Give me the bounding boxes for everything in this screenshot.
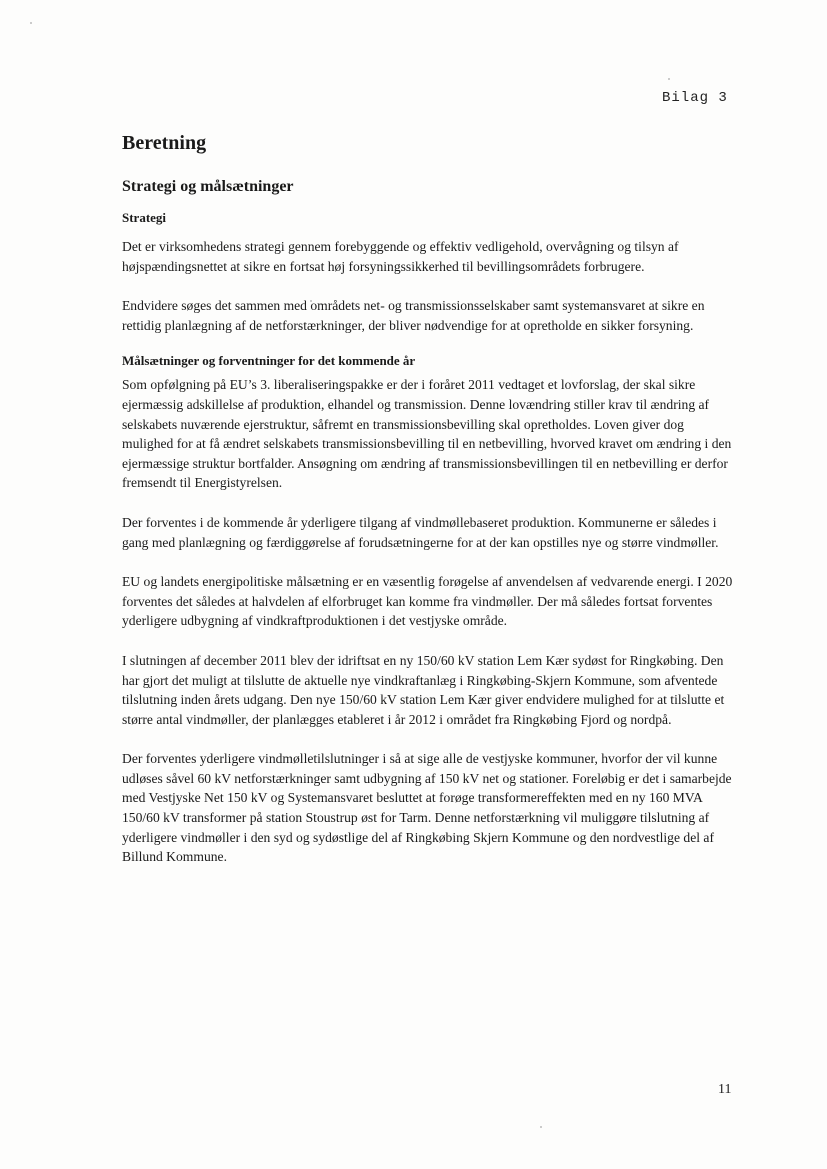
goals-paragraph: EU og landets energipolitiske målsætning er en væsentlig forøgelse af anvendelsen af vedvarende energi. I 2020 forventes det således at halvdelen af elforbruget kan komme fra vindmøller. Der må således fortsat forventes yderligere udbygning af vindkraftproduktionen i det vestjyske område. [122,574,733,629]
scan-speck [30,22,32,24]
document-body [122,130,734,887]
goals-paragraph: Der forventes yderligere vindmølletilslutninger i så at sige alle de vestjyske kommuner, hvorfor der vil kunne udløses såvel 60 kV netforstærkninger samt udbygning af 150 kV net og stationer. Foreløbig er det i samarbejde med Vestjyske Net 150 kV og Systemansvaret besluttet at forøge transformereffekten med en ny 160 MVA 150/60 kV transformer på station Stoustrup øst for Tarm. Denne netforstærkning vil muliggøre tilslutning af yderligere vindmøller i den syd og sydøstlige del af Ringkøbing Skjern Kommune og den nordvestlige del af Billund Kommune. [122,751,732,865]
scan-speck [668,78,670,80]
strategy-heading: Strategi [122,210,167,225]
page-title: Beretning [122,132,207,154]
page-number: 11 [718,1082,732,1097]
strategy-paragraph: Endvidere søges det sammen med områdets net- og transmissionsselskaber samt systemansvaret at sikre en rettidig planlægning af de netforstærkninger, der bliver nødvendige for at opretholde en sikker forsyning. [122,298,705,333]
goals-heading: Målsætninger og forventninger for det kommende år [122,353,416,369]
strategy-paragraph: Det er virksomhedens strategi gennem forebyggende og effektiv vedligehold, overvågning og tilsyn af højspændingsnettet at sikre en fortsat høj forsyningssikkerhed til bevillingsområdets forbrugere. [122,239,679,274]
section-heading: Strategi og målsætninger [122,178,294,195]
goals-paragraph: I slutningen af december 2011 blev der idriftsat en ny 150/60 kV station Lem Kær sydøst for Ringkøbing. Den har gjort det muligt at tilslutte de aktuelle nye vindkraftanlæg i Ringkøbing-Skjern Kommune, som afventede tilslutning inden årets udgang. Den nye 150/60 kV station Lem Kær giver endvidere mulighed for at tilslutte et større antal vindmøller, der planlægges etableret i år 2012 i området fra Ringkøbing Fjord og nordpå. [122,652,725,727]
goals-paragraph: Som opfølgning på EU’s 3. liberaliseringspakke er der i foråret 2011 vedtaget et lovforslag, der skal sikre ejermæssig adskillelse af produktion, elhandel og transmission. Denne lovændring stiller krav til ændring af selskabets nuværende ejerstruktur, såfremt en transmissionsbevilling skal opretholdes. Loven giver dog mulighed for at få ændret selskabets transmissionsbevilling til en netbevilling, hvorved kravet om ændring i den ejermæssige struktur bortfalder. Ansøgning om ændring af transmissionsbevillingen til en netbevilling er derfor fremsendt til Energistyrelsen. [122,377,732,491]
goals-paragraph: Der forventes i de kommende år yderligere tilgang af vindmøllebaseret produktion. Kommunerne er således i gang med planlægning og færdiggørelse af forudsætningerne for at der kan opstilles nye og større vindmøller. [122,514,719,550]
scan-speck [540,1126,542,1128]
annex-label: Bilag 3 [662,90,728,106]
